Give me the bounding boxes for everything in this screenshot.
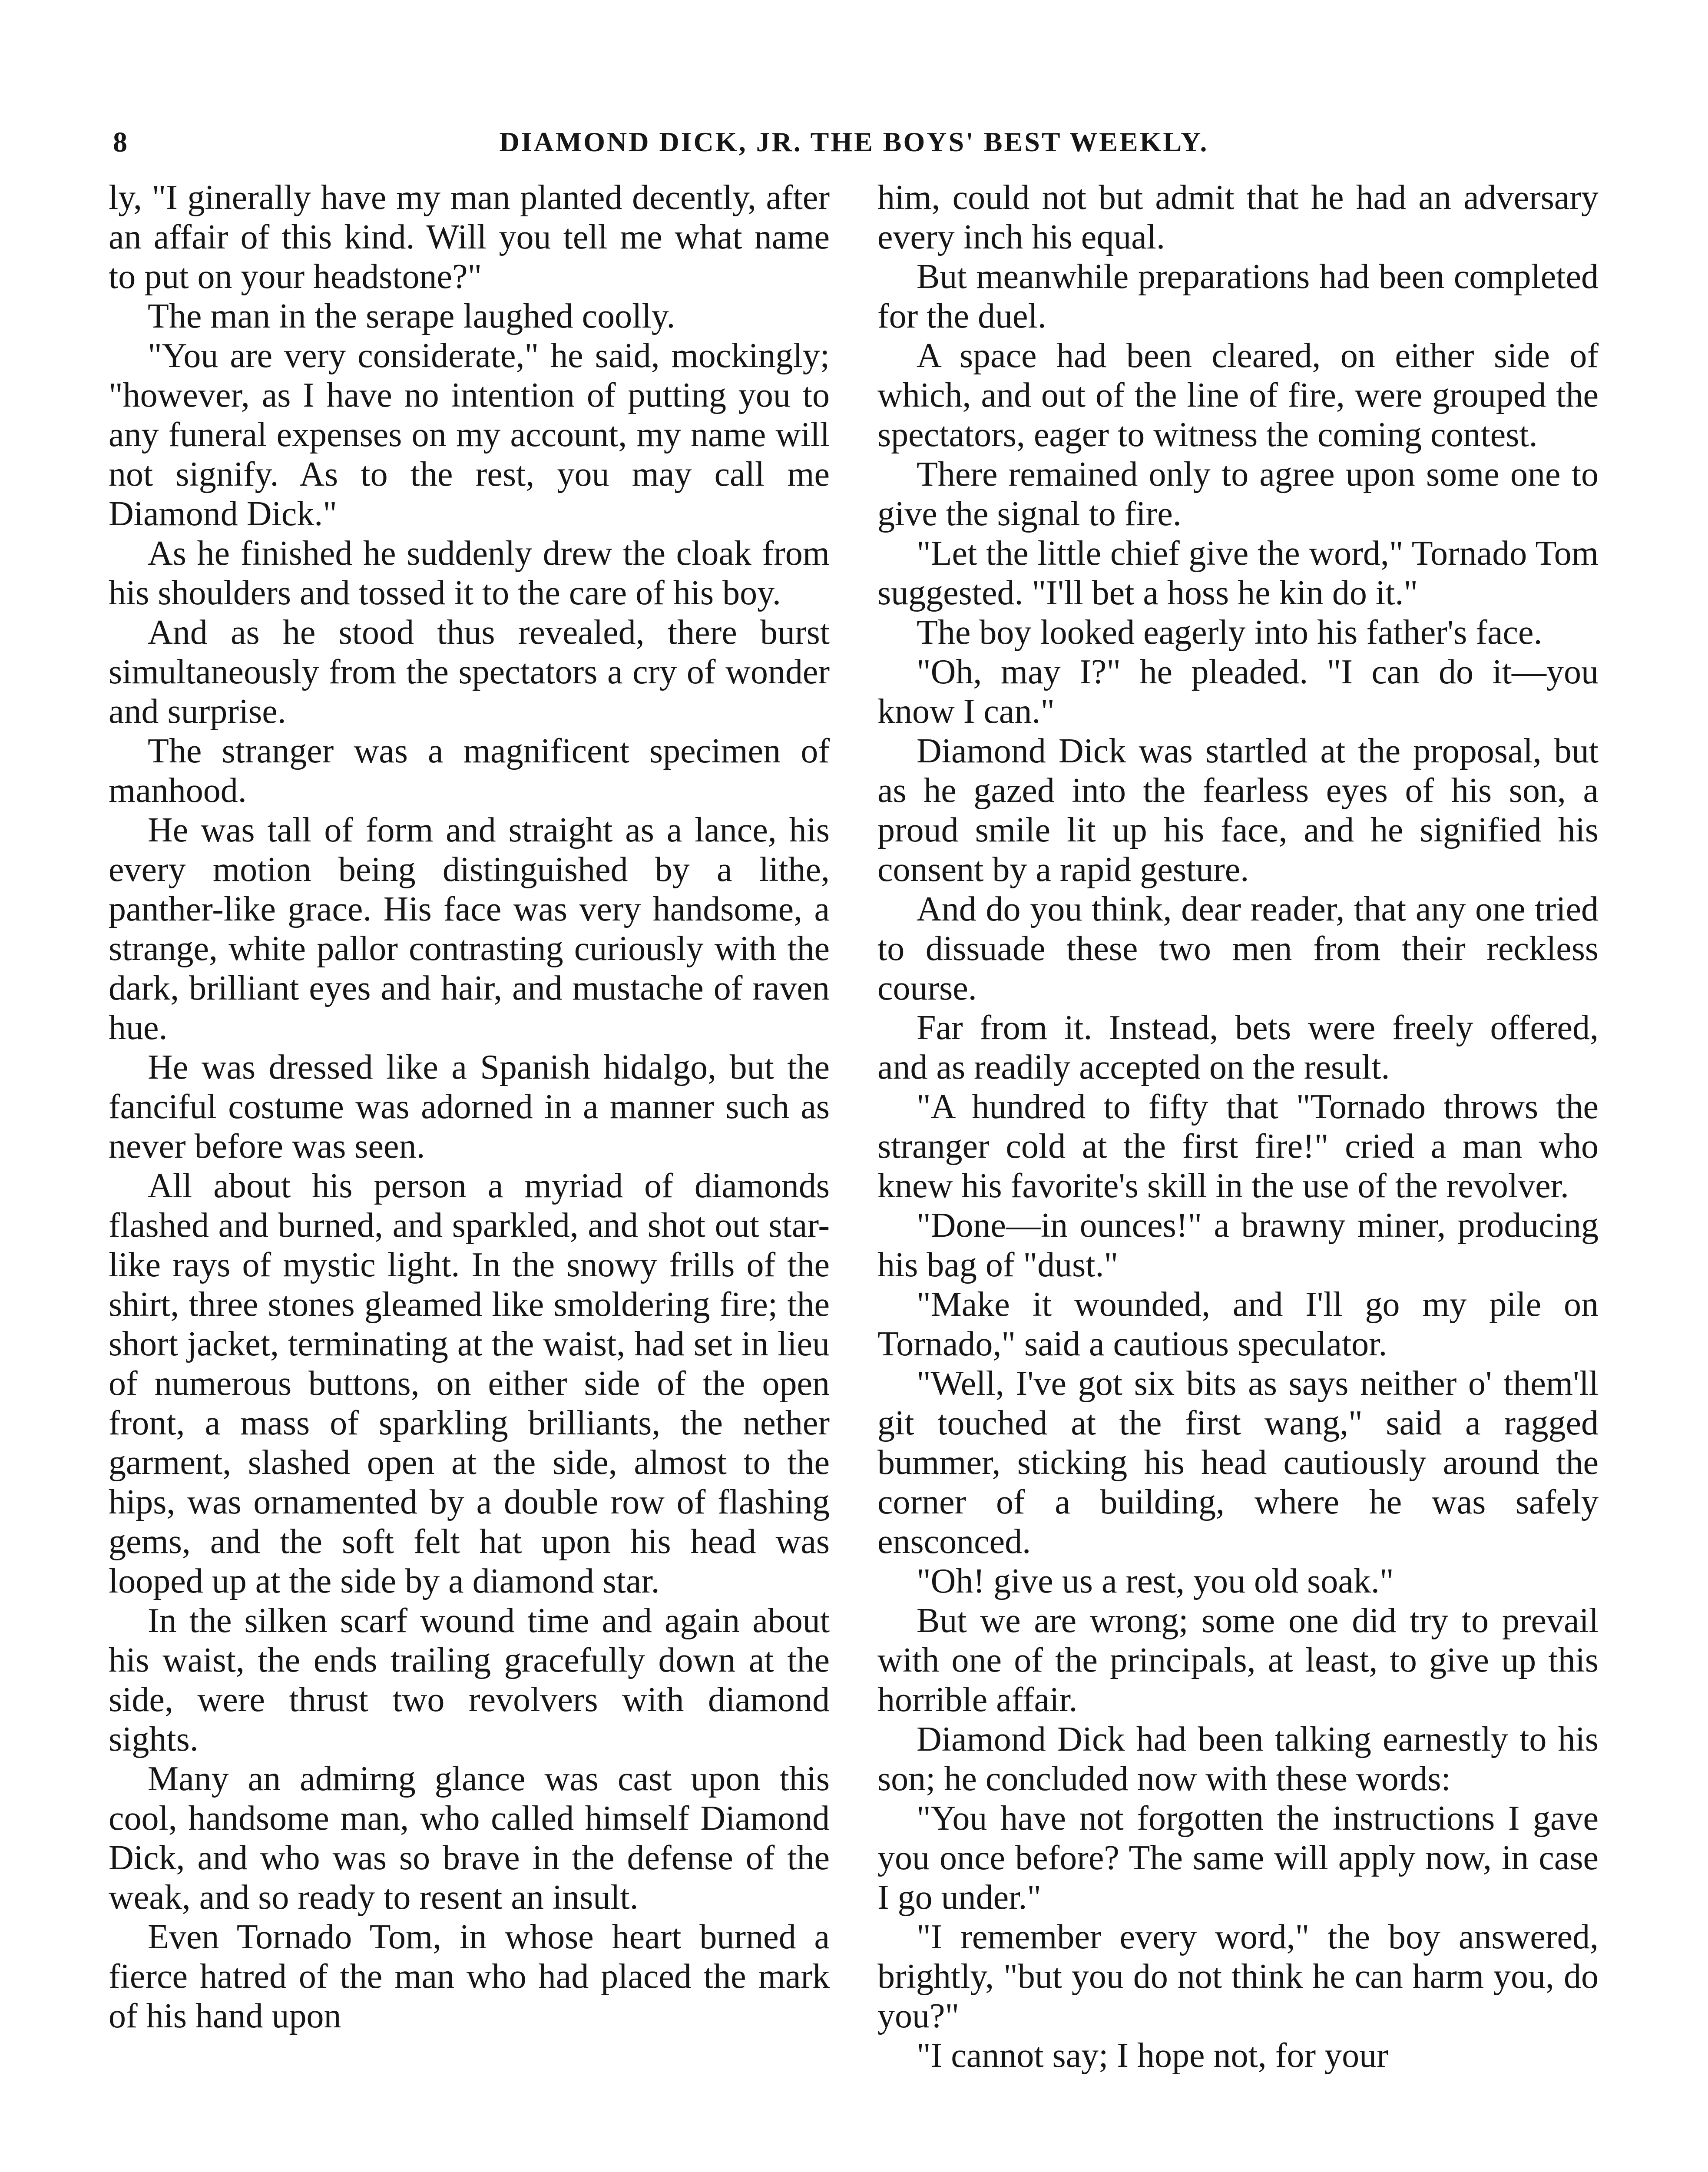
page-header bbox=[113, 126, 1595, 178]
paragraph: The stranger was a magnificent specimen of manhood. bbox=[109, 732, 830, 810]
paragraph: And as he stood thus revealed, there burst simultaneously from the spectators a cry of wonder and surprise. bbox=[109, 613, 830, 731]
paragraph: As he finished he suddenly drew the cloak from his shoulders and tossed it to the care of his boy. bbox=[109, 534, 830, 612]
paragraph: "You are very considerate," he said, mockingly; "however, as I have no intention of putting you to any funeral expenses on my account, my name will not signify. As to the rest, you may call me Diamond Dick." bbox=[109, 337, 830, 533]
paragraph: And do you think, dear reader, that any one tried to dissuade these two men from their reckless course. bbox=[877, 890, 1599, 1007]
running-head: DIAMOND DICK, JR. THE BOYS' BEST WEEKLY. bbox=[499, 126, 1209, 157]
paragraph: "I cannot say; I hope not, for your bbox=[917, 2036, 1388, 2075]
paragraph: ly, "I ginerally have my man planted decently, after an affair of this kind. Will you tell me what name to put on your headstone?" bbox=[109, 179, 830, 296]
paragraph: Many an admirng glance was cast upon this cool, handsome man, who called himself Diamond Dick, and who was so brave in the defense of the weak, and so ready to resent an insult. bbox=[109, 1760, 830, 1917]
text-columns bbox=[109, 178, 1599, 2172]
paragraph: The man in the serape laughed coolly. bbox=[148, 297, 675, 335]
paragraph: "You have not forgotten the instructions I gave you once before? The same will apply now, in case I go under." bbox=[877, 1799, 1599, 1917]
paragraph: Diamond Dick had been talking earnestly to his son; he concluded now with these words: bbox=[877, 1720, 1599, 1798]
paragraph: There remained only to agree upon some one to give the signal to fire. bbox=[877, 455, 1599, 533]
paragraph: In the silken scarf wound time and again about his waist, the ends trailing gracefully down at the side, were thrust two revolvers with diamond sights. bbox=[109, 1602, 830, 1758]
paragraph: "Oh, may I?" he pleaded. "I can do it—you know I can." bbox=[877, 653, 1599, 731]
paragraph: All about his person a myriad of diamonds flashed and burned, and sparkled, and shot out star-like rays of mystic light. In the snowy frills of the shirt, three stones gleamed like smoldering fire; the short jacket, terminating at the waist, had set in lieu of numerous buttons, on either side of the open front, a mass of sparkling brilliants, the nether garment, slashed open at the side, almost to the hips, was ornamented by a double row of flashing gems, and the soft felt hat upon his head was looped up at the side by a diamond star. bbox=[109, 1167, 830, 1600]
paragraph: "I remember every word," the boy answered, brightly, "but you do not think he can harm you, do you?" bbox=[877, 1918, 1599, 2035]
paragraph: "Make it wounded, and I'll go my pile on Tornado," said a cautious speculator. bbox=[877, 1285, 1599, 1363]
paragraph: "Oh! give us a rest, you old soak." bbox=[917, 1562, 1394, 1600]
paragraph: "Well, I've got six bits as says neither o' them'll git touched at the first wang," said a ragged bummer, sticking his head cautiously around the corner of a building, where he was safely ensconced. bbox=[877, 1364, 1599, 1561]
paragraph: A space had been cleared, on either side of which, and out of the line of fire, were grouped the spectators, eager to witness the coming contest. bbox=[877, 337, 1599, 454]
paragraph: But we are wrong; some one did try to prevail with one of the principals, at least, to give up this horrible affair. bbox=[877, 1602, 1599, 1719]
paragraph: "A hundred to fifty that "Tornado throws the stranger cold at the first fire!" cried a man who knew his favorite's skill in the use of the revolver. bbox=[877, 1088, 1599, 1205]
paragraph: Diamond Dick was startled at the proposal, but as he gazed into the fearless eyes of his son, a proud smile lit up his face, and he signified his consent by a rapid gesture. bbox=[877, 732, 1599, 889]
paragraph: him, could not but admit that he had an adversary every inch his equal. bbox=[877, 179, 1599, 256]
paragraph: But meanwhile preparations had been completed for the duel. bbox=[877, 258, 1599, 335]
paragraph: "Done—in ounces!" a brawny miner, producing his bag of "dust." bbox=[877, 1206, 1599, 1284]
paragraph: The boy looked eagerly into his father's face. bbox=[917, 613, 1542, 652]
paragraph: Far from it. Instead, bets were freely offered, and as readily accepted on the result. bbox=[877, 1009, 1599, 1086]
left-column bbox=[109, 178, 830, 2172]
page-number: 8 bbox=[113, 126, 127, 158]
paragraph: Even Tornado Tom, in whose heart burned a fierce hatred of the man who had placed the mark of his hand upon bbox=[109, 1918, 830, 2035]
paragraph: "Let the little chief give the word," Tornado Tom suggested. "I'll bet a hoss he kin do it." bbox=[877, 534, 1599, 612]
paragraph: He was dressed like a Spanish hidalgo, but the fanciful costume was adorned in a manner such as never before was seen. bbox=[109, 1048, 830, 1165]
paragraph: He was tall of form and straight as a lance, his every motion being distinguished by a lithe, panther-like grace. His face was very handsome, a strange, white pallor contrasting curiously with the dark, brilliant eyes and hair, and mustache of raven hue. bbox=[109, 811, 830, 1047]
right-column bbox=[877, 178, 1599, 2172]
